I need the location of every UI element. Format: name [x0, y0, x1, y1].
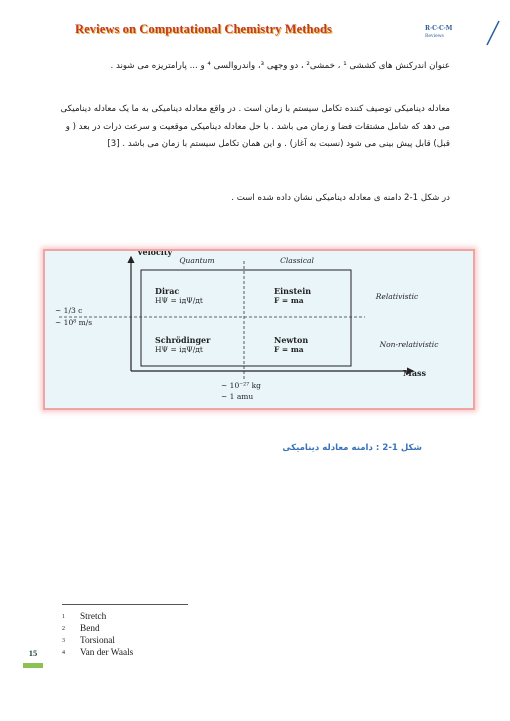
cell-newton-eq: F = ma	[274, 345, 304, 354]
footnote-separator	[62, 604, 188, 605]
row-label-relativistic: Relativistic	[375, 292, 419, 301]
figure-caption: شکل 1-2 : دامنه معادله دینامیکی	[282, 443, 422, 453]
x-axis-label: Mass	[403, 368, 427, 378]
mass-marker-kg: ~ 10⁻²⁷ kg	[221, 381, 261, 390]
cell-schrodinger-eq: HΨ = iдΨ/дt	[155, 345, 203, 354]
velocity-marker-ms: ~ 10⁸ m/s	[55, 318, 93, 327]
row-label-non-relativistic: Non-relativistic	[379, 340, 439, 349]
paragraph-1: عنوان اندرکنش های کششی ¹ ، خمشی² ، دو وجهی ³، واندروالسی ⁴ و ... پارامتریزه می شوند .	[110, 61, 450, 71]
svg-text:R·C·C·M: R·C·C·M	[425, 25, 453, 32]
paragraph-3: در شکل 1-2 دامنه ی معادله دینامیکی نشان داده شده است .	[231, 193, 450, 203]
running-header-title: Reviews on Computational Chemistry Methods	[75, 22, 332, 36]
col-label-quantum: Quantum	[179, 256, 215, 265]
footnote-3-number: 3	[62, 638, 65, 644]
footnote-3-text: Torsional	[80, 636, 115, 646]
footnote-1-number: 1	[62, 614, 65, 620]
cell-newton-name: Newton	[274, 335, 309, 345]
velocity-marker-c: ~ 1/3 c	[55, 306, 83, 315]
cell-einstein-eq: F = ma	[274, 296, 304, 305]
cell-schrodinger-name: Schrödinger	[155, 335, 211, 345]
footnote-4-number: 4	[62, 650, 65, 656]
mass-marker-amu: ~ 1 amu	[221, 392, 254, 401]
page-number-bar	[23, 663, 43, 668]
header-corner-ornament-icon	[486, 18, 500, 50]
journal-logo-icon	[424, 24, 454, 40]
paragraph-2: معادله دینامیکی توصیف کننده تکامل سیستم با زمان است . در واقع معادله دینامیکی به ما یک معادله دینامیکی می دهد که شامل مشتقات فضا و زمان می باشد . با حل معادله دینامیکی موقعیت و سرعت ذرات در بعد ( و قبل) قابل پیش بینی می شود (نسبت به آغاز) . و این همان تکامل سیستم با زمان می باشد . [3]	[60, 104, 450, 150]
dynamics-domain-figure	[43, 249, 475, 410]
cell-dirac-name: Dirac	[155, 286, 180, 296]
footnote-1-text: Stretch	[80, 612, 107, 622]
journal-logo-text: Reviews	[425, 34, 444, 39]
cell-einstein-name: Einstein	[274, 286, 312, 296]
footnote-2-number: 2	[62, 626, 65, 632]
col-label-classical: Classical	[280, 256, 314, 265]
footnote-2-text: Bend	[80, 624, 100, 634]
footnote-4-text: Van der Waals	[80, 648, 134, 658]
cell-dirac-eq: HΨ = iдΨ/дt	[155, 296, 203, 305]
footnote-4	[62, 647, 134, 662]
page-number: 15	[28, 648, 38, 658]
dynamics-domain-diagram	[45, 251, 473, 408]
journal-logo	[424, 24, 454, 40]
y-axis-label: Velocity	[137, 251, 173, 257]
